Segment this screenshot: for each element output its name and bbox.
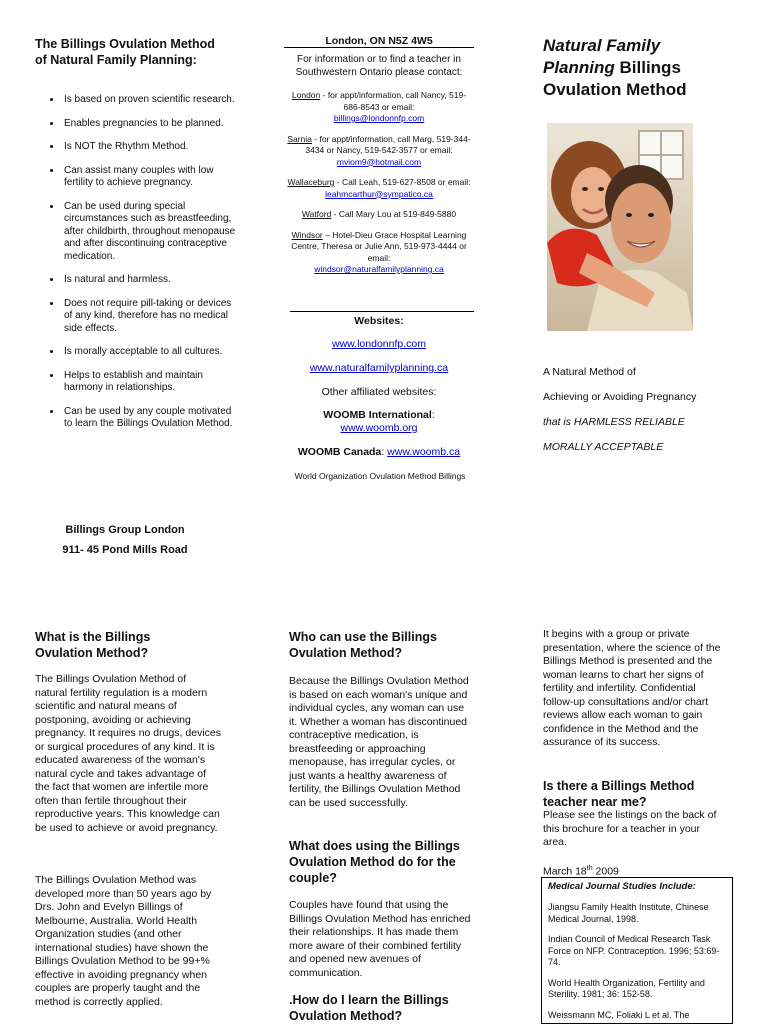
websites-label: Websites: [354, 315, 404, 327]
list-item: Jiangsu Family Health Institute, Chinese Medical Journal, 1998. [548, 902, 709, 924]
what-is-para1: The Billings Ovulation Method of natural fertility regulation is a modern scientific and natural means of postponing, avoiding or achieving pregnancy. It requires no drugs, devices or surgical procedures of any kind. It is educated awareness of the woman's natural cycle and takes advantage of the fact that women are infertile more often than fertile throughout their reproductive years. This knowledge can be used to achieve or avoid pregnancy. [35, 673, 221, 834]
divider-top [284, 47, 474, 48]
list-item: Indian Council of Medical Research Task Force on NFP. Contraception. 1996; 53:69-74. [548, 934, 720, 967]
list-item: • Is based on proven scientific research. [62, 94, 242, 107]
list-item: • Can assist many couples with low fertility to achieve pregnancy. [62, 165, 242, 190]
title-rest: Billings Ovulation Method [543, 58, 687, 99]
woomb-canada: WOOMB Canada: www.woomb.ca [297, 446, 461, 458]
place-name: Watford [301, 209, 332, 219]
learn-para: It begins with a group or private presentation, where the science of the Billings Method is presented and the woman learns to chart her signs of fertility and infertility. Confidential follow-up consultations and/or chart reviews allow each woman to gain confidence in the Method and the assurance of its success. [543, 628, 721, 748]
contact-text: - for appt/information, call Nancy, 519-686-8543 or email: [320, 90, 467, 112]
website-nfp [284, 362, 474, 374]
journal-title [548, 881, 726, 892]
woomb-canada-link[interactable]: www.woomb.ca [387, 446, 461, 458]
how-learn-heading: .How do I learn the Billings Ovulation Method? [289, 993, 449, 1023]
affiliated-label: Other affiliated websites: [321, 386, 437, 398]
list-item: • Can be used during special circumstances such as breastfeeding, after childbirth, throughout menopause and after discontinuing contraceptive medication. [62, 201, 242, 264]
contact-watford [284, 209, 474, 221]
contacts-list [284, 90, 474, 285]
journal-title-text: Medical Journal Studies Include [548, 881, 693, 892]
woomb-int-link[interactable]: www.woomb.org [340, 422, 418, 434]
list-item: • Does not require pill-taking or devices of any kind, therefore has no medical side effects. [62, 298, 242, 336]
list-item: • Can be used by any couple motivated to learn the Billings Ovulation Method. [62, 406, 242, 431]
contact-text: - for appt/information, call Marg, 519-344-3434 or Nancy, 519-542-3577 or email: [305, 133, 471, 155]
contact-sarnia [284, 134, 474, 169]
city-line: London, ON N5Z 4W5 [325, 35, 433, 47]
contact-windsor [284, 230, 474, 276]
woomb-canada-label: WOOMB Canada [297, 446, 382, 458]
list-item: • Enables pregnancies to be planned. [62, 118, 242, 131]
tagline-3: that is HARMLESS RELIABLE [543, 416, 685, 428]
woomb-full-name: World Organization Ovulation Method Billings [294, 471, 466, 481]
email-link[interactable]: billings@londonnfp.com [333, 113, 425, 123]
journal-studies-box [541, 877, 733, 1024]
couple-illustration [547, 123, 693, 331]
couple-photo [547, 123, 693, 331]
contact-london [284, 90, 474, 125]
who-can-use-para: Because the Billings Ovulation Method is based on each woman's unique and individual cycles, any woman can use it. Whether a woman has discontinued contraceptive medication, is breastfeeding or approaching menopause, has irregular cycles, or just wants a healthy awareness of fertility, the Billings Ovulation Method can be used successfully. [289, 675, 469, 809]
what-is-heading: What is the Billings Ovulation Method? [35, 630, 151, 660]
who-can-use-heading: Who can use the Billings Ovulation Method? [289, 630, 437, 660]
benefits-list [48, 94, 242, 442]
brochure-title [543, 35, 723, 101]
date-main: March 18 [543, 865, 587, 878]
website-link[interactable]: www.londonnfp.com [332, 338, 426, 350]
contact-text: – Hotel-Dieu Grace Hospital Learning Centre, Theresa or Julie Ann, 519-973-4444 or email: [291, 229, 467, 263]
website-londonnfp [284, 338, 474, 350]
what-is-para2: The Billings Ovulation Method was developed more than 50 years ago by Drs. John and Evelyn Billings of Melbourne, Australia. World Health Organization studies (and other international studies) have shown the Billings Ovulation Method to be 99+% effective in avoiding pregnancy when couples are properly taught and the method is correctly applied. [35, 874, 212, 1008]
website-link[interactable]: www.naturalfamilyplanning.ca [309, 362, 449, 374]
tagline-4: MORALLY ACCEPTABLE [543, 441, 664, 453]
contact-wallaceburg [284, 177, 474, 200]
couple-benefit-para: Couples have found that using the Billings Ovulation Method has enriched their relationships. It has made them more aware of their combined fertility and opened new avenues of communication. [289, 899, 471, 979]
date-year: 2009 [592, 865, 619, 878]
journal-title-colon: : [692, 881, 696, 892]
email-link[interactable]: mviom9@hotmail.com [336, 156, 422, 167]
teacher-heading: Is there a Billings Method teacher near me? [543, 779, 695, 809]
list-item: • Is natural and harmless. [62, 274, 242, 287]
divider-websites [290, 311, 474, 312]
place-name: London [291, 90, 321, 100]
woomb-int-label: WOOMB International [323, 409, 432, 421]
place-name: Sarnia [287, 133, 312, 144]
teacher-para: Please see the listings on the back of this brochure for a teacher in your area. [543, 809, 717, 848]
list-item: Weissmann MC, Foliaki L et al. The [548, 1009, 690, 1020]
place-name: Wallaceburg [287, 177, 335, 187]
group-address: 911- 45 Pond Mills Road [62, 544, 188, 556]
tagline-2: Achieving or Avoiding Pregnancy [543, 391, 697, 403]
list-item: • Is morally acceptable to all cultures. [62, 346, 242, 359]
email-link[interactable]: leahmcarthur@sympatico.ca [325, 188, 433, 199]
list-item: • Helps to establish and maintain harmony in relationships. [62, 370, 242, 395]
title-italic: Natural Family Planning [543, 36, 661, 77]
contact-text: - Call Leah, 519-627-8508 or email: [334, 177, 471, 187]
list-item: • Is NOT the Rhythm Method. [62, 141, 242, 154]
woomb-international: WOOMB International: www.woomb.org [323, 409, 435, 434]
place-name: Windsor [291, 229, 323, 240]
group-name: Billings Group London [65, 524, 185, 536]
panel1-heading: The Billings Ovulation Method of Natural Family Planning: [35, 37, 215, 67]
date-sup: th [586, 865, 593, 872]
list-item: World Health Organization, Fertility and Sterility. 1981; 36: 152-58. [548, 977, 705, 999]
contact-text: - Call Mary Lou at 519-849-5880 [331, 209, 457, 219]
contact-intro: For information or to find a teacher in Southwestern Ontario please contact: [295, 54, 463, 78]
couple-benefit-heading: What does using the Billings Ovulation Method do for the couple? [289, 839, 460, 885]
email-link[interactable]: windsor@naturalfamilyplanning.ca [314, 264, 444, 274]
tagline-1: A Natural Method of [543, 366, 636, 378]
